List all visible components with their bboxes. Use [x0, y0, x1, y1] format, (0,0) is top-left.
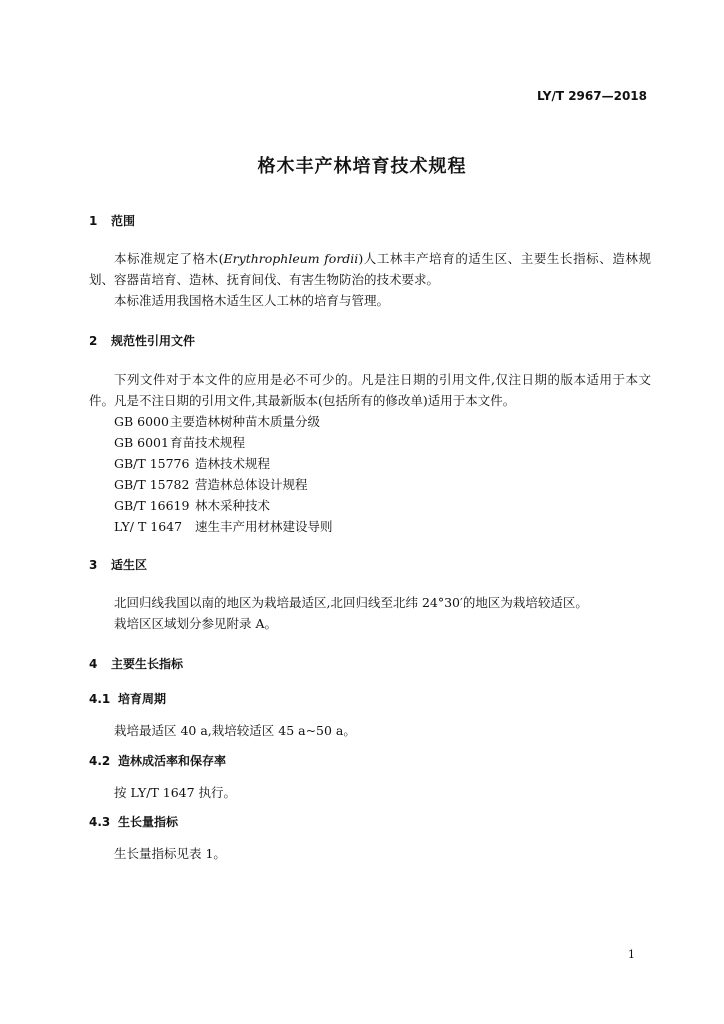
reference-name: 育苗技术规程 — [170, 435, 246, 450]
section-number: 3 — [89, 558, 98, 572]
standard-code: LY/T 2967—2018 — [536, 89, 647, 103]
reference-name: 营造林总体设计规程 — [195, 477, 308, 492]
reference-item — [114, 516, 333, 537]
section-4-2-heading — [89, 752, 226, 769]
section-title: 培育周期 — [118, 692, 167, 706]
reference-name: 林木采种技术 — [195, 498, 271, 513]
reference-code: GB 6000 — [114, 414, 169, 429]
section-4-1-heading — [89, 690, 166, 707]
section-title: 生长量指标 — [118, 815, 179, 829]
reference-item — [114, 432, 245, 453]
document-title: 格木丰产林培育技术规程 — [257, 156, 467, 177]
section-4-1-paragraph: 栽培最适区 40 a,栽培较适区 45 a~50 a。 — [114, 723, 356, 738]
section-1-paragraph-2: 本标准适用我国格木适生区人工林的培育与管理。 — [114, 293, 390, 308]
section-1-paragraph-1 — [89, 248, 651, 290]
section-number: 4 — [89, 657, 98, 671]
reference-name: 速生丰产用材林建设导则 — [195, 519, 333, 534]
reference-code: GB/T 15776 — [114, 456, 190, 471]
section-number: 4.1 — [89, 692, 111, 706]
section-number: 4.2 — [89, 754, 111, 768]
reference-item — [114, 453, 270, 474]
section-2-heading — [89, 332, 195, 349]
section-4-2-paragraph: 按 LY/T 1647 执行。 — [114, 785, 237, 800]
reference-name: 主要造林树种苗木质量分级 — [170, 414, 321, 429]
reference-item — [114, 495, 270, 516]
reference-item — [114, 411, 320, 432]
reference-code: GB/T 15782 — [114, 477, 190, 492]
section-4-3-heading — [89, 813, 178, 830]
section-title: 主要生长指标 — [111, 657, 184, 671]
latin-name: Erythrophleum fordii — [223, 251, 359, 266]
section-title: 造林成活率和保存率 — [118, 754, 227, 768]
reference-item — [114, 474, 308, 495]
section-title: 适生区 — [111, 558, 148, 572]
section-4-3-paragraph: 生长量指标见表 1。 — [114, 846, 226, 861]
reference-code: LY/ T 1647 — [114, 519, 183, 534]
section-title: 规范性引用文件 — [111, 334, 196, 348]
section-number: 1 — [89, 214, 98, 228]
reference-code: GB/T 16619 — [114, 498, 190, 513]
section-4-heading — [89, 655, 183, 672]
text-run: 本标准规定了格木( — [114, 251, 224, 266]
section-title: 范围 — [111, 214, 136, 228]
page-number: 1 — [628, 948, 635, 961]
section-3-paragraph-1: 北回归线我国以南的地区为栽培最适区,北回归线至北纬 24°30′的地区为栽培较适区。 — [114, 595, 588, 610]
section-2-paragraph-1: 下列文件对于本文件的应用是必不可少的。凡是注日期的引用文件,仅注日期的版本适用于本文件。凡是不注日期的引用文件,其最新版本(包括所有的修改单)适用于本文件。 — [89, 372, 651, 408]
reference-name: 造林技术规程 — [195, 456, 271, 471]
section-1-heading — [89, 212, 135, 229]
section-3-heading — [89, 556, 147, 573]
text-run: )人工林丰产培育的适生区、主要生长指标、造林规划、容器苗培育、造林、抚育间伐、有害生物防治的技术要求。 — [89, 251, 651, 287]
section-number: 2 — [89, 334, 98, 348]
section-number: 4.3 — [89, 815, 111, 829]
reference-code: GB 6001 — [114, 435, 169, 450]
section-3-paragraph-2: 栽培区区域划分参见附录 A。 — [114, 616, 278, 631]
